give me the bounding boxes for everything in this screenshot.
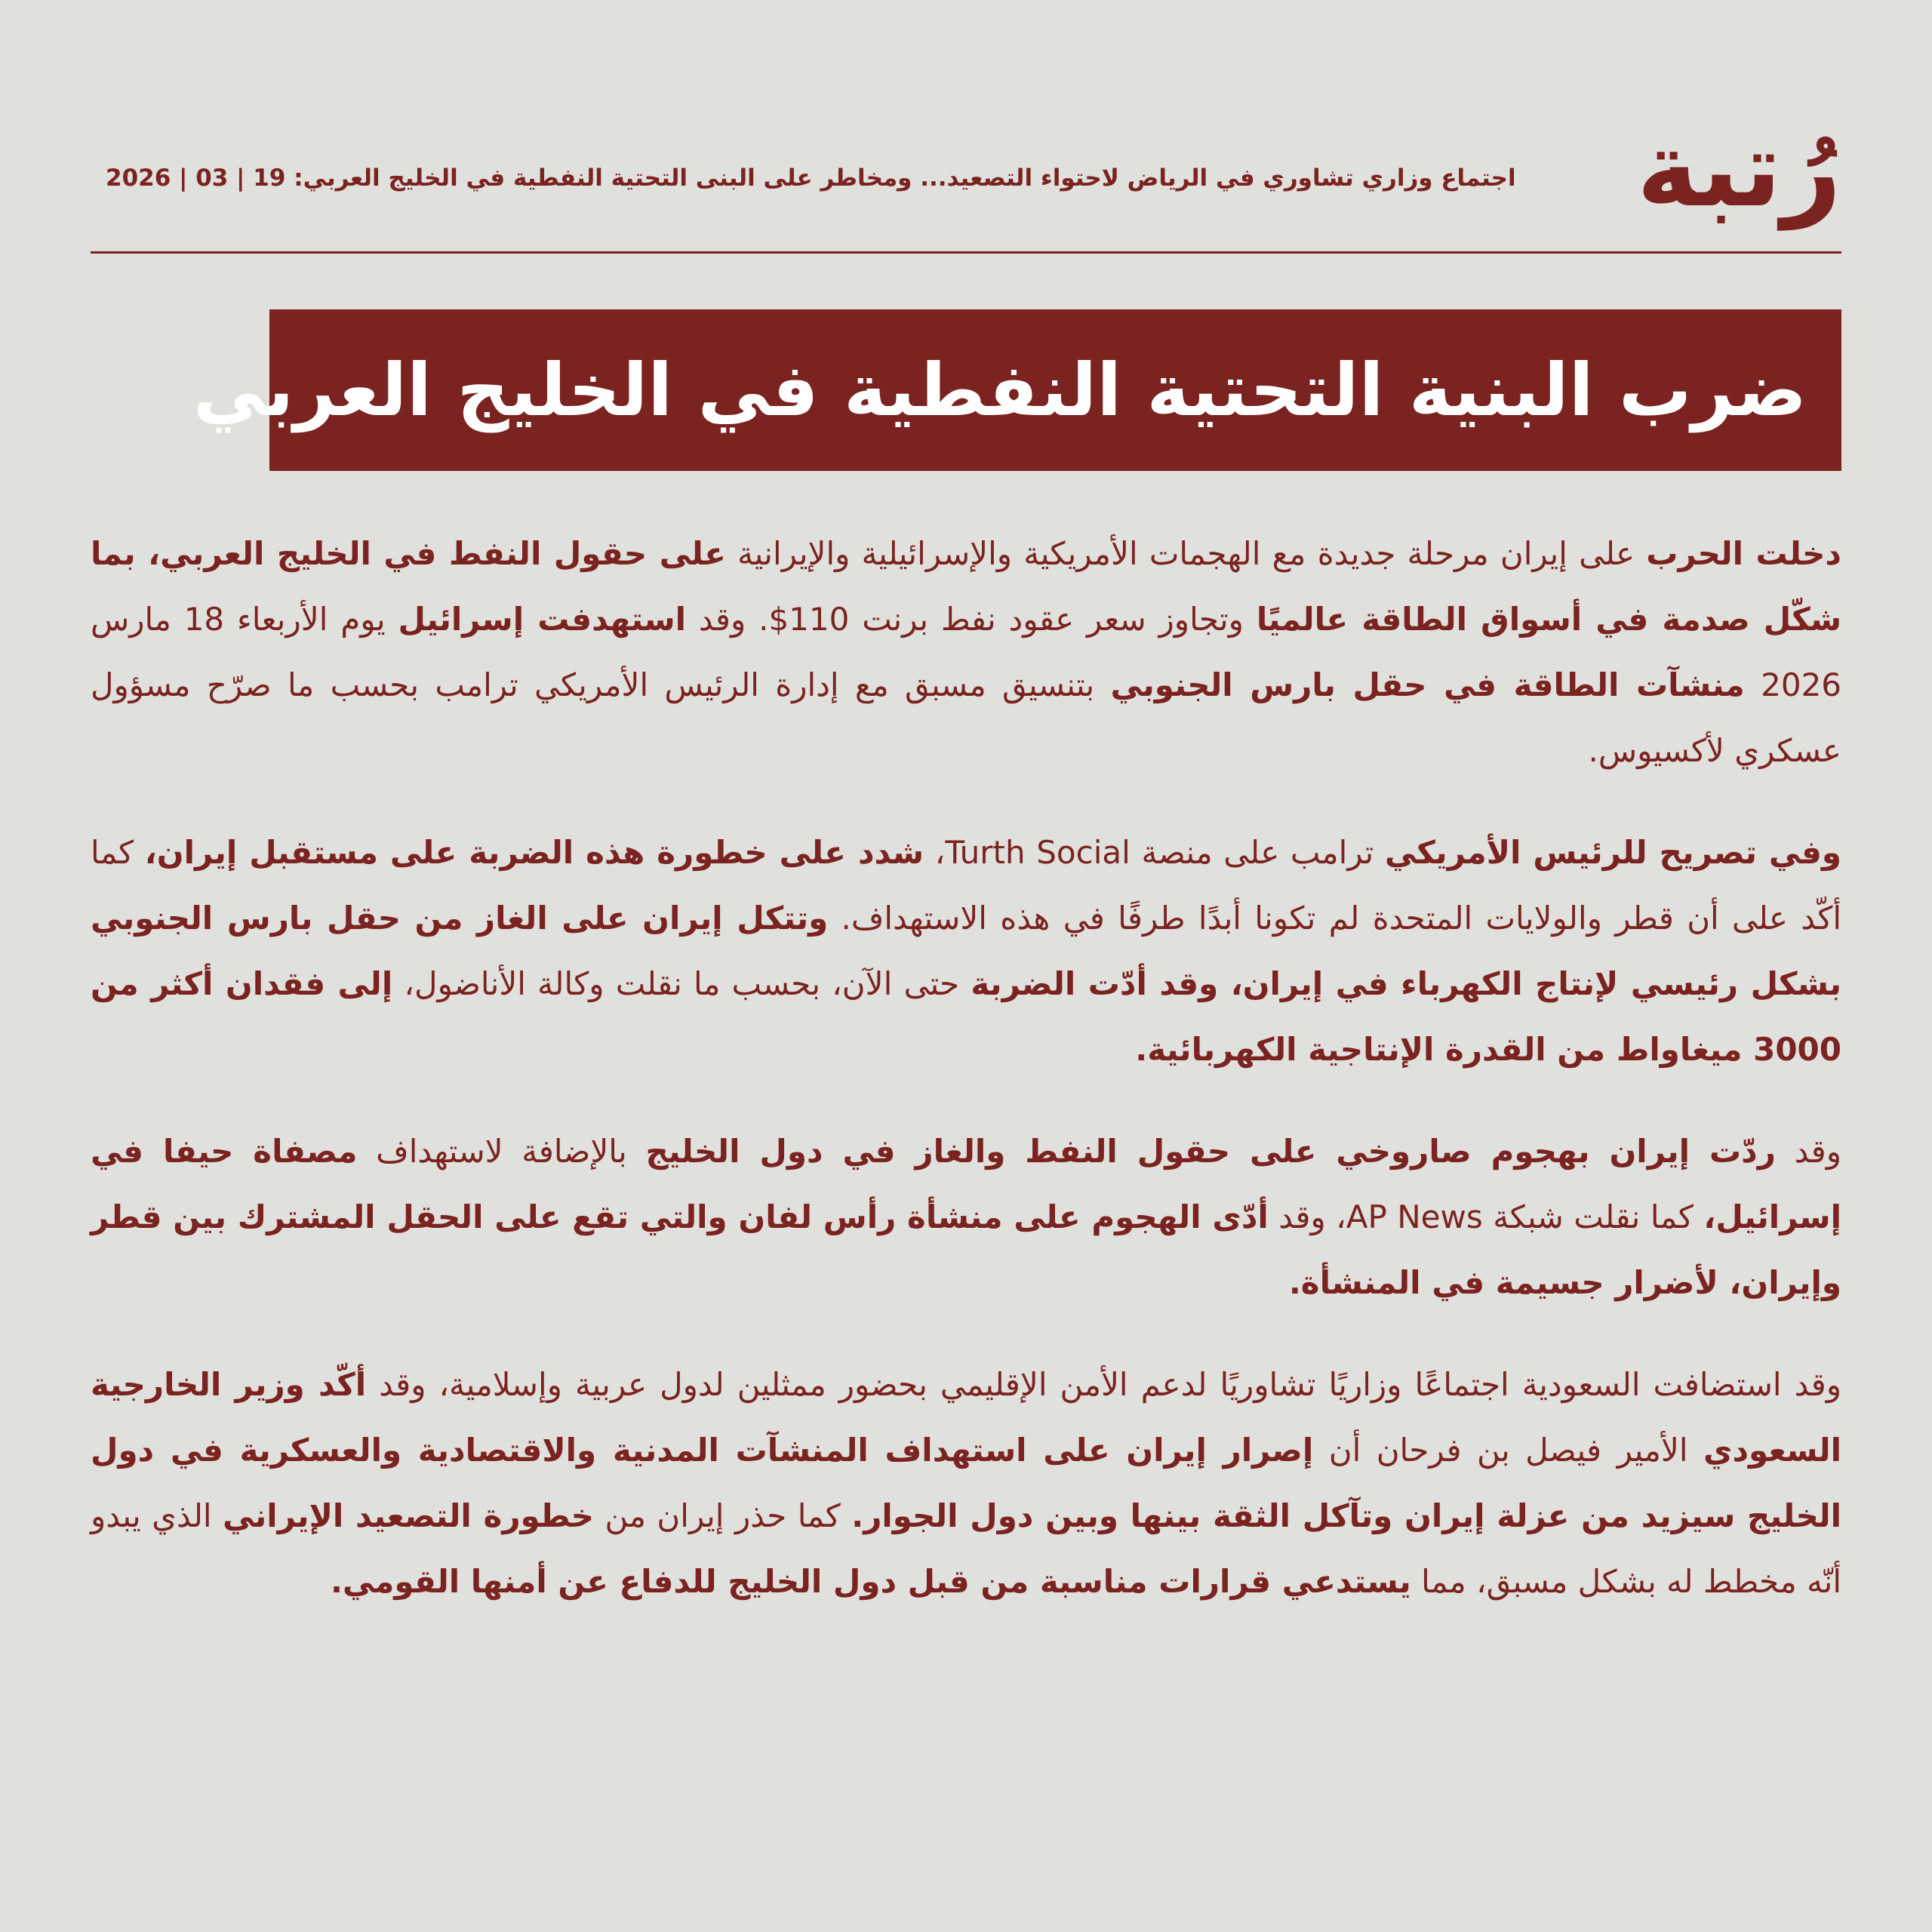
bold-text: على حقول النفط في الخليج العربي، بما شكّل صدمة في أسواق الطاقة عالميًا [91,535,1842,638]
article-paragraph-2 [91,820,1841,1082]
body-text: بالإضافة لاستهداف [357,1133,646,1170]
bold-text: دخلت الحرب [1646,535,1841,572]
bold-text: إلى فقدان أكثر من 3000 ميغاواط من القدرة الإنتاجية الكهربائية. [91,965,1841,1068]
header-divider [91,251,1841,254]
article-paragraph-1 [91,521,1841,783]
body-text: وتجاوز سعر عقود نفط برنت 110$. وقد [686,601,1257,638]
bold-text: استهدفت إسرائيل [398,601,687,638]
body-text: يوم الأربعاء 18 مارس 2026 [91,601,1842,703]
article-body [91,521,1841,1651]
brand-logo: رُتبة [1636,109,1841,230]
body-text: الذي يبدو أنّه مخطط له بشكل مسبق، مما [91,1497,1841,1600]
bold-text: وتتكل إيران على الغاز من حقل بارس الجنوبي بشكل رئيسي لإنتاج الكهرباء في إيران، وقد أدّت الضربة [91,900,1841,1002]
header-headline: اجتماع وزاري تشاوري في الرياض لاحتواء التصعيد... ومخاطر على البنى التحتية النفطية في الخليج العربي: 19 | 03 | 2026 [106,165,1516,192]
title-banner [192,309,1841,471]
bold-text: وفي تصريح للرئيس الأمريكي [1384,834,1842,871]
body-text: الأمير فيصل بن فرحان أن [1313,1432,1703,1469]
body-text: كما نقلت شبكة AP News، وقد [1268,1198,1704,1235]
body-text: على إيران مرحلة جديدة مع الهجمات الأمريكية والإسرائيلية والإيرانية [725,535,1647,572]
bold-text: إصرار إيران على استهداف المنشآت المدنية والاقتصادية والعسكرية في دول الخليج سيزيد من عزلة إيران وتآكل الثقة بينها وبين دول الجوار. [91,1432,1841,1534]
bold-text: يستدعي قرارات مناسبة من قبل دول الخليج للدفاع عن أمنها القومي. [330,1563,1411,1600]
bold-text: أكّد وزير الخارجية السعودي [91,1366,1841,1469]
body-text: وقد [1775,1133,1841,1170]
body-text: كما حذر إيران من [594,1497,852,1534]
article-paragraph-3 [91,1118,1841,1315]
page-header [91,109,1841,245]
body-text: ترامب على منصة Turth Social، [924,834,1385,871]
bold-text: أدّى الهجوم على منشأة رأس لفان والتي تقع على الحقل المشترك بين قطر وإيران، لأضرار جسيمة في المنشأة. [91,1198,1841,1301]
body-text: كما أكّد على أن قطر والولايات المتحدة لم تكونا أبدًا طرفًا في هذه الاستهداف. [91,834,1841,937]
bold-text: شدد على خطورة هذه الضربة على مستقبل إيران، [144,834,924,871]
bold-text: مصفاة حيفا في إسرائيل، [91,1133,1841,1235]
article-paragraph-4 [91,1352,1841,1614]
body-text: وقد استضافت السعودية اجتماعًا وزاريًا تشاوريًا لدعم الأمن الإقليمي بحضور ممثلين لدول عربية وإسلامية، وقد [366,1366,1841,1403]
bold-text: ردّت إيران بهجوم صاروخي على حقول النفط والغاز في دول الخليج [645,1133,1776,1170]
body-text: بتنسيق مسبق مع إدارة الرئيس الأمريكي ترامب بحسب ما صرّح مسؤول عسكري لأكسيوس. [91,666,1841,769]
body-text: حتى الآن، بحسب ما نقلت وكالة الأناضول، [392,965,971,1002]
page-title: ضرب البنية التحتية النفطية في الخليج العربي [192,348,1807,432]
bold-text: خطورة التصعيد الإيراني [223,1497,595,1534]
bold-text: منشآت الطاقة في حقل بارس الجنوبي [1110,666,1745,703]
